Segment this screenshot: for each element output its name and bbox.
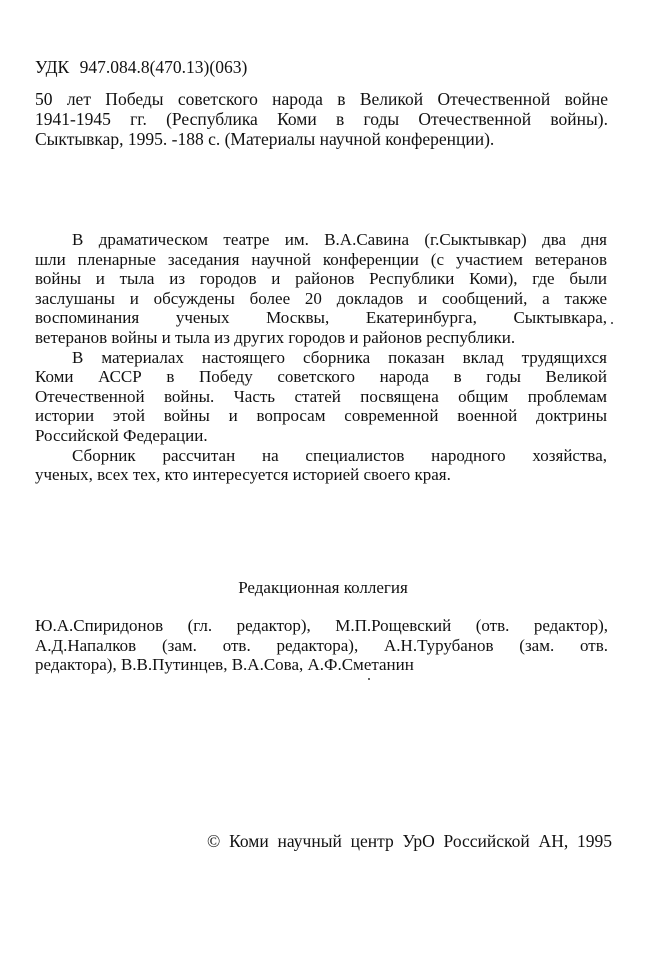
abstract-line: Отечественной войны. Часть статей посвящена общим проблемам xyxy=(35,386,607,406)
abstract-paragraph xyxy=(35,230,607,348)
bibliographic-line: 1941-1945 гг. (Республика Коми в годы Отечественной войны). xyxy=(35,109,608,129)
udc-label: УДК xyxy=(35,57,70,77)
udc-classification xyxy=(35,56,247,78)
editorial-board-title: Редакционная коллегия xyxy=(238,578,408,597)
editorial-board-heading xyxy=(0,577,648,599)
bibliographic-entry xyxy=(35,89,608,149)
abstract-line: В драматическом театре им. В.А.Савина (г.Сыктывкар) два дня xyxy=(72,230,607,249)
abstract-line: заслушаны и обсуждены более 20 докладов и сообщений, а также xyxy=(35,288,607,308)
copyright-notice: © Коми научный центр УрО Российской АН, 1995 xyxy=(207,831,612,851)
abstract-line: воспоминания ученых Москвы, Екатеринбурга, Сыктывкара, xyxy=(35,308,607,328)
editorial-board-line: А.Д.Напалков (зам. отв. редактора), А.Н.Турубанов (зам. отв. xyxy=(35,635,608,655)
bibliographic-line: Сыктывкар, 1995. -188 с. (Материалы научной конференции). xyxy=(35,129,495,149)
abstract-line: шли пленарные заседания научной конференции (с участием ветеранов xyxy=(35,249,607,269)
abstract-line: Коми АССР в Победу советского народа в годы Великой xyxy=(35,367,607,387)
abstract-line: войны и тыла из городов и районов Республики Коми), где были xyxy=(35,269,607,289)
abstract-line: Российской Федерации. xyxy=(35,425,208,445)
editorial-board-list xyxy=(35,616,608,675)
editorial-board-line: редактора), В.В.Путинцев, В.А.Сова, А.Ф.Сметанин xyxy=(35,655,414,675)
scan-speck xyxy=(611,322,613,324)
scan-speck xyxy=(368,678,370,680)
abstract-line: ветеранов войны и тыла из других городов и районов республики. xyxy=(35,327,516,347)
abstract xyxy=(35,230,607,485)
abstract-line: Сборник рассчитан на специалистов народного хозяйства, xyxy=(72,445,607,465)
abstract-line: истории этой войны и вопросам современной военной доктрины xyxy=(35,406,607,426)
abstract-line: ученых, всех тех, кто интересуется историей своего края. xyxy=(35,465,451,485)
bibliographic-line: 50 лет Победы советского народа в Великой Отечественной войне xyxy=(35,89,608,109)
udc-code: 947.084.8(470.13)(063) xyxy=(79,57,248,77)
editorial-board-line: Ю.А.Спиридонов (гл. редактор), М.П.Рощевский (отв. редактор), xyxy=(35,616,608,635)
abstract-paragraph xyxy=(35,348,607,446)
abstract-paragraph xyxy=(35,446,607,485)
abstract-line: В материалах настоящего сборника показан вклад трудящихся xyxy=(72,347,607,367)
